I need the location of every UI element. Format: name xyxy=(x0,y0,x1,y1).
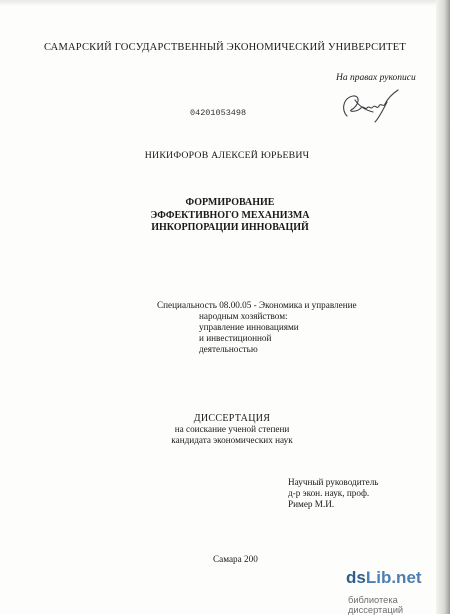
supervisor-block xyxy=(288,477,378,510)
university-name: САМАРСКИЙ ГОСУДАРСТВЕННЫЙ ЭКОНОМИЧЕСКИЙ УНИВЕРСИТЕТ xyxy=(44,42,406,53)
title-line: ФОРМИРОВАНИЕ xyxy=(185,197,275,208)
watermark-caption: библиотека диссертаций xyxy=(348,595,404,615)
specialty-line: деятельностью xyxy=(199,344,258,354)
rights-note: На правах рукописи xyxy=(336,73,416,83)
specialty-line: и инвестиционной xyxy=(199,333,272,343)
specialty-line: Специальность 08.00.05 - Экономика и управление xyxy=(157,300,357,310)
supervisor-line: Научный руководитель xyxy=(288,477,379,487)
page-top-edge xyxy=(0,0,450,6)
degree-line: на соискание ученой степени xyxy=(174,424,290,434)
degree-heading: ДИССЕРТАЦИЯ xyxy=(193,413,271,424)
supervisor-line: Ример М.И. xyxy=(288,499,335,509)
title-line: ЭФФЕКТИВНОГО МЕХАНИЗМА xyxy=(150,209,310,221)
logo-ds: ds xyxy=(346,568,366,587)
page-right-edge xyxy=(436,0,450,614)
degree-block xyxy=(0,413,450,446)
specialty-line: управление инновациями xyxy=(199,322,299,332)
dslib-watermark[interactable] xyxy=(346,568,450,614)
dissertation-title xyxy=(0,197,450,235)
city-year: Самара 200 xyxy=(213,554,258,564)
author-name: НИКИФОРОВ АЛЕКСЕЙ ЮРЬЕВИЧ xyxy=(144,150,310,161)
logo-lib-net: Lib.net xyxy=(365,568,422,587)
title-line: ИНКОРПОРАЦИИ ИННОВАЦИЙ xyxy=(151,222,309,233)
supervisor-line: д-р экон. наук, проф. xyxy=(288,488,370,498)
specialty-block xyxy=(157,300,357,355)
specialty-line: народным хозяйством: xyxy=(199,311,288,321)
signature-image xyxy=(335,88,405,124)
degree-line: кандидата экономических наук xyxy=(171,435,293,445)
serial-number: 04201053498 xyxy=(190,108,247,118)
dslib-logo xyxy=(346,568,422,588)
